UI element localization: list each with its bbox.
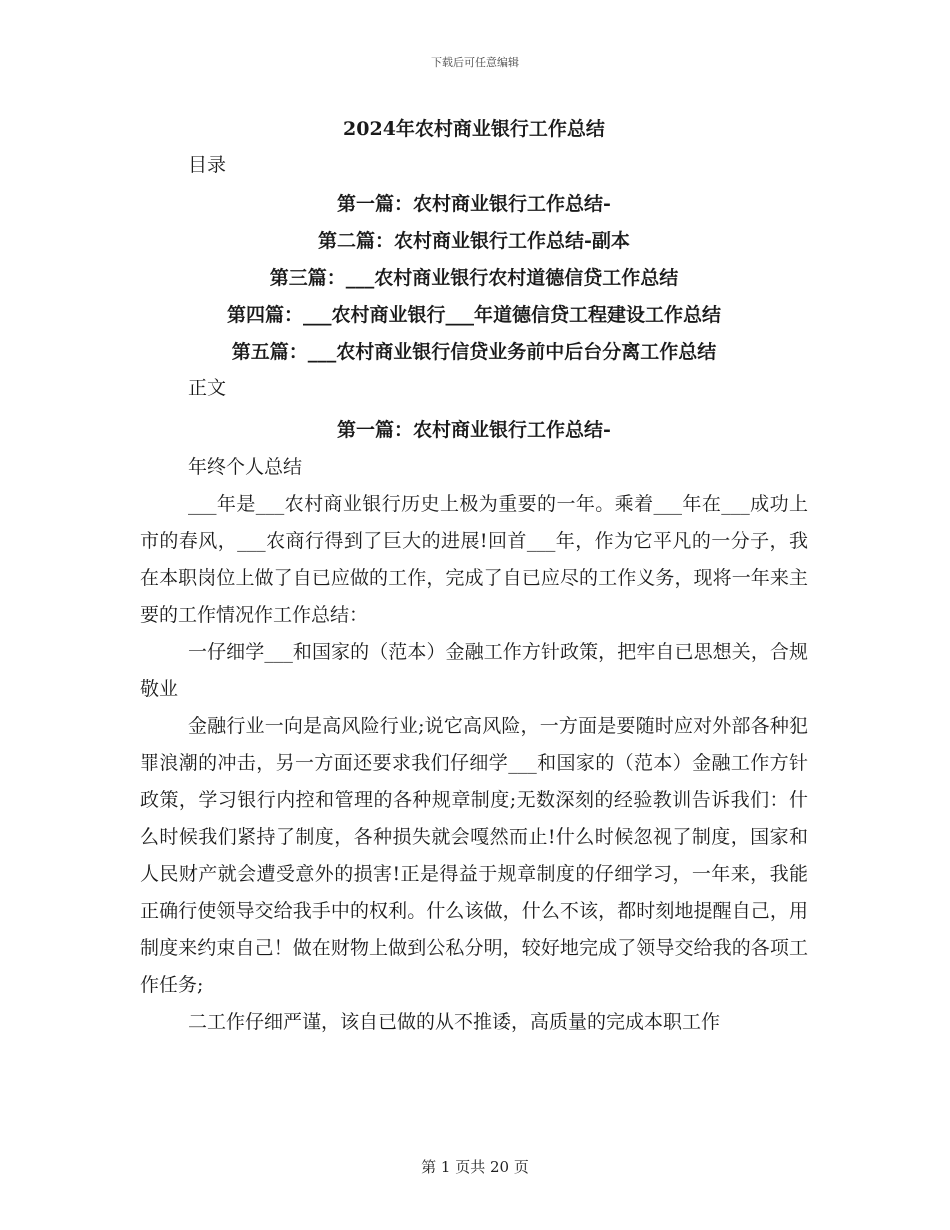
toc-item-4[interactable]: 第四篇：___农村商业银行___年道德信贷工程建设工作总结	[226, 304, 721, 326]
document-title: 2024年农村商业银行工作总结	[343, 118, 605, 140]
toc-item-2[interactable]: 第二篇：农村商业银行工作总结-副本	[318, 230, 630, 252]
table-of-contents	[140, 186, 808, 371]
paragraph: 一仔细学___和国家的（范本）金融工作方针政策，把牢自已思想关，合规敬业	[140, 641, 808, 700]
header-note: 下载后可任意编辑	[431, 56, 519, 69]
paragraph: 二工作仔细严谨，该自已做的从不推诿，高质量的完成本职工作	[188, 1011, 721, 1033]
page-footer: 第 1 页共 20 页	[421, 1158, 529, 1176]
toc-label: 目录	[188, 154, 227, 176]
paragraph: ___年是___农村商业银行历史上极为重要的一年。乘着___年在___成功上市的春风，___农商行得到了巨大的进展!回首___年，作为它平凡的一分子，我在本职岗位上做了自已应做的工作，完成了自已应尽的工作义务，现将一年来主要的工作情况作工作总结：	[140, 493, 808, 626]
body-label: 正文	[188, 377, 227, 399]
paragraph: 金融行业一向是高风险行业;说它高风险，一方面是要随时应对外部各种犯罪浪潮的冲击，另一方面还要求我们仔细学___和国家的（范本）金融工作方针政策，学习银行内控和管理的各种规章制度;无数深刻的经验教训告诉我们：什么时候我们紧持了制度，各种损失就会嘎然而止!什么时候忽视了制度，国家和人民财产就会遭受意外的损害!正是得益于规章制度的仔细学习，一年来，我能正确行使领导交给我手中的权利。什么该做，什么不该，都时刻地提醒自己，用制度来约束自己！做在财物上做到公私分明，较好地完成了领导交给我的各项工作任务;	[140, 715, 808, 996]
toc-item-5[interactable]: 第五篇：___农村商业银行信贷业务前中后台分离工作总结	[231, 341, 717, 363]
paragraph: 年终个人总结	[188, 456, 303, 478]
toc-item-3[interactable]: 第三篇：___农村商业银行农村道德信贷工作总结	[269, 267, 679, 289]
document-content	[140, 112, 808, 1041]
section-heading: 第一篇：农村商业银行工作总结-	[337, 419, 611, 441]
toc-item-1[interactable]: 第一篇：农村商业银行工作总结-	[337, 193, 611, 215]
